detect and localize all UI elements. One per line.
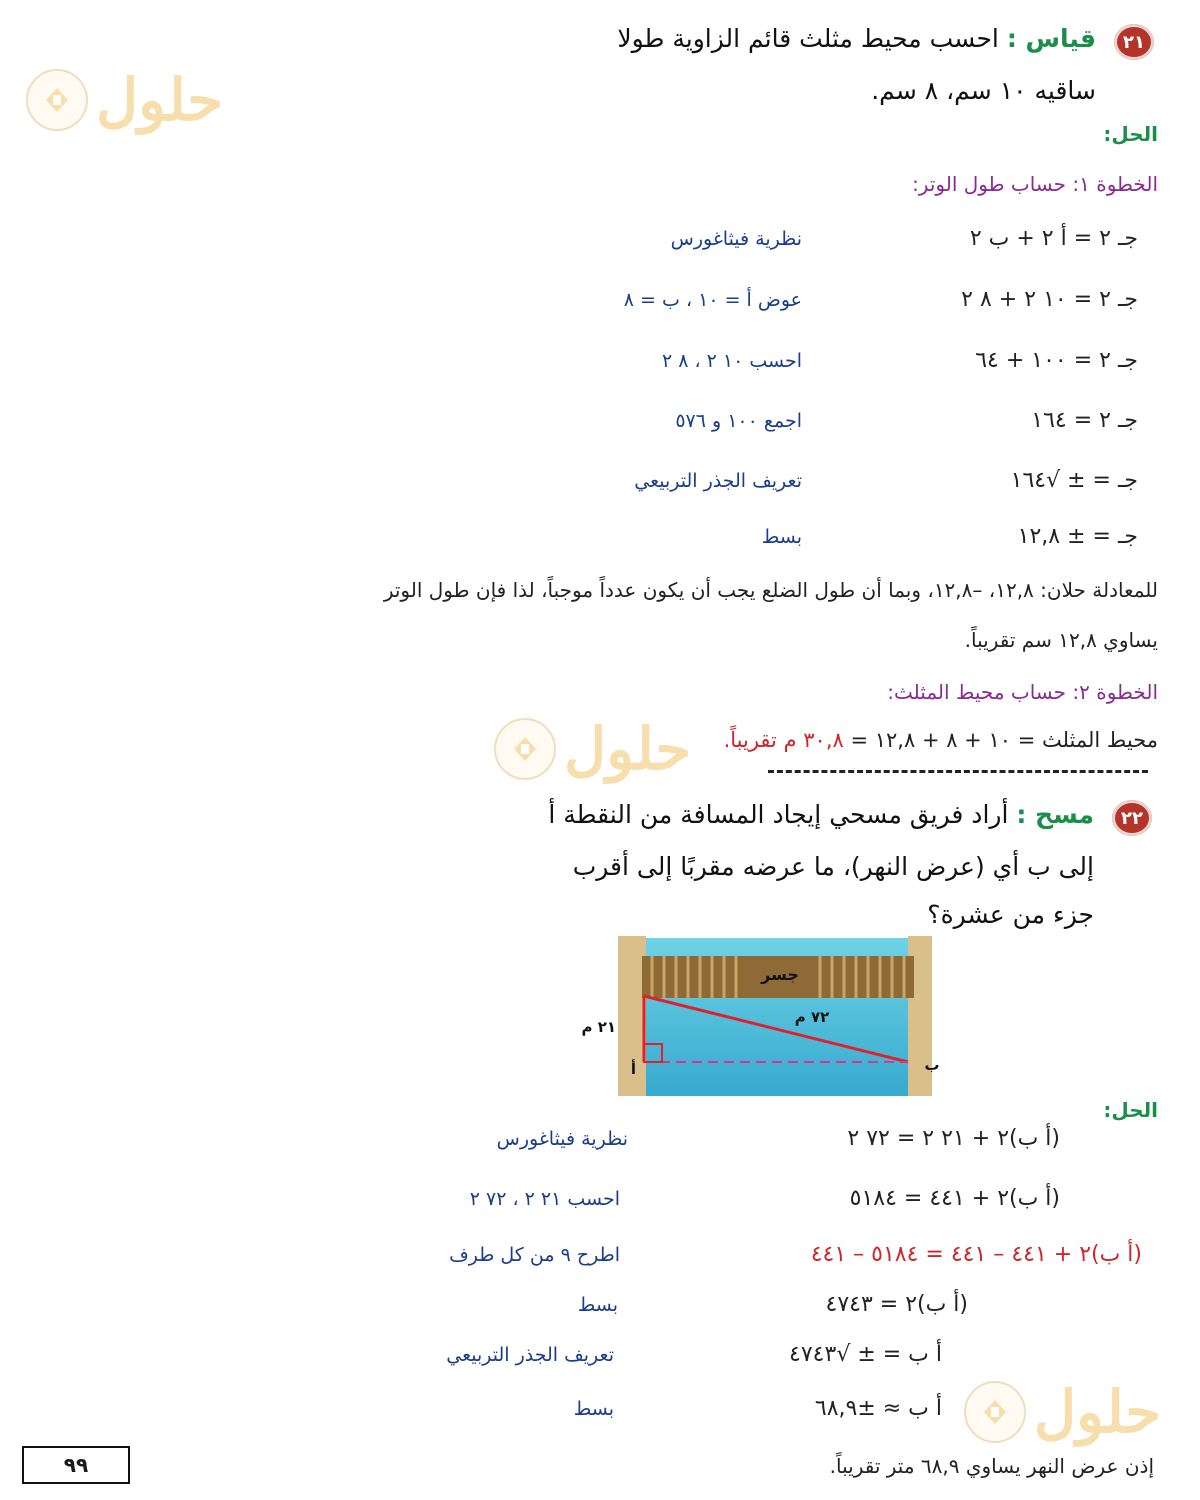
solution-label: الحل:	[1103, 1098, 1158, 1122]
equation: جـ ٢ = ١٠٠ + ٦٤	[975, 348, 1138, 373]
question-label: قياس :	[1006, 24, 1096, 53]
section-divider	[768, 770, 1148, 773]
point-a-label: أ	[630, 1060, 636, 1078]
explanation-line1: للمعادلة حلان: ١٢,٨، –١٢,٨، وبما أن طول الضلع يجب أن يكون عدداً موجباً، لذا فإن طول الوتر	[383, 578, 1158, 602]
point-b-label: ب	[924, 1056, 940, 1074]
question-text: احسب محيط مثلث قائم الزاوية طولا	[617, 24, 999, 53]
hypotenuse-label: ٧٢ م	[794, 1008, 830, 1026]
equation-note: بسط	[573, 1398, 614, 1420]
book-icon	[26, 69, 88, 131]
equation-note: اجمع ١٠٠ و ٥٧٦	[675, 410, 802, 432]
question-text: أراد فريق مسحي إيجاد المسافة من النقطة أ	[548, 800, 1009, 829]
equation-note: تعريف الجذر التربيعي	[634, 470, 802, 492]
watermark-logo	[26, 66, 223, 134]
question-header	[617, 24, 1096, 53]
step-2-heading: الخطوة ٢: حساب محيط المثلث:	[887, 680, 1158, 704]
equation: (أ ب)٢ + ٤٤١ – ٤٤١ = ٥١٨٤ – ٤٤١	[810, 1242, 1142, 1267]
page-number: ٩٩	[22, 1446, 130, 1484]
equation: أ ب ≈ ±٦٨,٩	[814, 1396, 942, 1421]
bridge-label: جسر	[761, 965, 799, 984]
equation: جـ ٢ = أ ٢ + ب ٢	[969, 226, 1138, 251]
watermark-logo	[964, 1378, 1161, 1446]
equation-note: نظرية فيثاغورس	[496, 1128, 628, 1150]
watermark-text: حلول	[564, 715, 692, 783]
perimeter-expression: محيط المثلث = ١٠ + ٨ + ١٢,٨ =	[850, 728, 1158, 752]
watermark-text: حلول	[1034, 1378, 1162, 1446]
equation: (أ ب)٢ = ٤٧٤٣	[825, 1292, 968, 1317]
equation: جـ = ± ١٢,٨	[1017, 524, 1138, 549]
solution-label: الحل:	[1103, 122, 1158, 146]
book-icon	[964, 1381, 1026, 1443]
book-icon	[494, 718, 556, 780]
question-header	[548, 800, 1094, 829]
perimeter-result: ٣٠,٨ م تقريباً.	[723, 728, 844, 752]
question-text-line2: ساقيه ١٠ سم، ٨ سم.	[871, 76, 1096, 105]
equation-note: عوض أ = ١٠ ، ب = ٨	[623, 289, 802, 311]
equation-note: نظرية فيثاغورس	[670, 228, 802, 250]
conclusion: إذن عرض النهر يساوي ٦٨,٩ متر تقريباً.	[829, 1454, 1154, 1478]
equation-note: اطرح ٩ من كل طرف	[449, 1244, 620, 1266]
equation-note: احسب ٢١ ٢ ، ٧٢ ٢	[469, 1188, 620, 1210]
watermark-text: حلول	[96, 66, 224, 134]
question-text-line3: جزء من عشرة؟	[927, 900, 1094, 929]
equation-note: بسط	[577, 1294, 618, 1316]
equation: (أ ب)٢ + ٤٤١ = ٥١٨٤	[849, 1186, 1060, 1211]
equation-note: احسب ١٠ ٢ ، ٨ ٢	[661, 350, 802, 372]
question-number-badge: ٢١	[1114, 24, 1154, 60]
equation: جـ = ± √١٦٤	[1010, 468, 1138, 493]
equation: جـ ٢ = ١٠ ٢ + ٨ ٢	[961, 287, 1138, 312]
perimeter-equation	[724, 728, 1158, 752]
river-figure	[581, 932, 940, 1102]
question-number-badge: ٢٢	[1112, 800, 1152, 836]
explanation-line2: يساوي ١٢,٨ سم تقريباً.	[964, 628, 1158, 652]
question-text-line2: إلى ب أي (عرض النهر)، ما عرضه مقربًا إلى أقرب	[572, 852, 1094, 881]
equation-note: تعريف الجذر التربيعي	[446, 1344, 614, 1366]
watermark-logo	[494, 715, 691, 783]
side-label: ٢١ م	[581, 1018, 616, 1036]
equation: (أ ب)٢ + ٢١ ٢ = ٧٢ ٢	[847, 1126, 1060, 1151]
equation: أ ب = ± √٤٧٤٣	[789, 1342, 942, 1367]
question-label: مسح :	[1016, 800, 1094, 829]
equation-note: بسط	[761, 526, 802, 548]
step-1-heading: الخطوة ١: حساب طول الوتر:	[912, 172, 1158, 196]
equation: جـ ٢ = ١٦٤	[1031, 408, 1138, 433]
